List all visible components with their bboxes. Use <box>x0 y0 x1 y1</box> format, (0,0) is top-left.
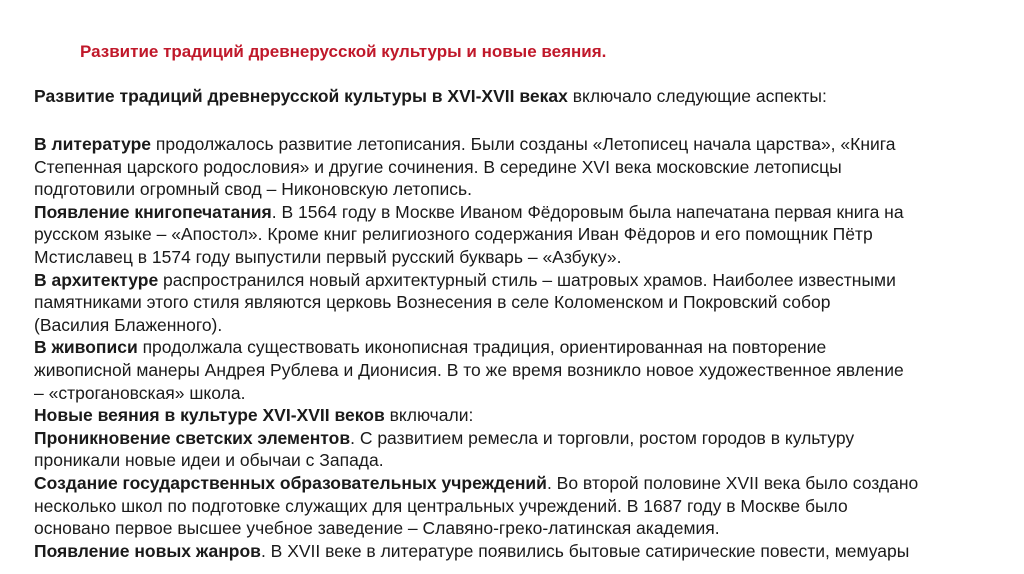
paragraph-education <box>34 472 1004 540</box>
slide-title: Развитие традиций древнерусской культуры и новые веяния. <box>80 42 607 61</box>
paragraph-architecture <box>34 269 1004 337</box>
body-text <box>34 133 1004 562</box>
paragraph-text: . С развитием ремесла и торговли, ростом городов в культуру <box>350 427 855 448</box>
paragraph-text: продолжала существовать иконописная традиция, ориентированная на повторение <box>137 337 827 358</box>
intro-line <box>34 86 994 107</box>
paragraph-heading: В живописи <box>34 337 138 358</box>
paragraph-literature <box>34 133 1004 201</box>
paragraph-heading: Создание государственных образовательных учреждений <box>34 472 547 493</box>
paragraph-line: (Василия Блаженного). <box>34 314 223 335</box>
paragraph-heading: Проникновение светских элементов <box>34 427 351 448</box>
paragraph-line: проникали новые идеи и обычаи с Запада. <box>34 450 384 471</box>
paragraph-heading: Новые веяния в культуре XVI-XVII веков <box>34 405 385 426</box>
paragraph-secular <box>34 427 1004 472</box>
paragraph-line: основано первое высшее учебное заведение – Славяно-греко-латинская академия. <box>34 518 720 539</box>
paragraph-line <box>34 336 1004 359</box>
paragraph-heading: В литературе <box>34 134 152 154</box>
paragraph-text: . Во второй половине XVII века было создано <box>546 472 919 493</box>
paragraph-line <box>34 201 1004 224</box>
paragraph-text: включали: <box>384 405 474 426</box>
paragraph-line: русском языке – «Апостол». Кроме книг религиозного содержания Иван Фёдоров и его помощник Пётр <box>34 224 873 245</box>
paragraph-line <box>34 472 1004 495</box>
paragraph-heading: Появление новых жанров <box>34 540 261 561</box>
paragraph-text: продолжалось развитие летописания. Были созданы «Летописец начала царства», «Книга <box>151 134 896 154</box>
paragraph-printing <box>34 201 1004 269</box>
paragraph-line <box>34 269 1004 292</box>
paragraph-genres <box>34 540 1004 563</box>
paragraph-line: Степенная царского родословия» и другие сочинения. В середине XVI века московские летописцы <box>34 156 842 177</box>
paragraph-line <box>34 427 1004 450</box>
paragraph-text: распространился новый архитектурный стиль – шатровых храмов. Наиболее известными <box>158 269 896 290</box>
intro-bold: Развитие традиций древнерусской культуры в XVI-XVII веках <box>34 86 568 106</box>
paragraph-line <box>34 404 1004 427</box>
paragraph-line: подготовили огромный свод – Никоновскую летопись. <box>34 179 472 200</box>
paragraph-new-trends <box>34 404 1004 427</box>
paragraph-heading: Появление книгопечатания <box>34 201 272 222</box>
paragraph-heading: В архитектуре <box>34 269 159 290</box>
paragraph-line <box>34 540 1004 563</box>
paragraph-painting <box>34 336 1004 404</box>
paragraph-line: живописной манеры Андрея Рублева и Дионисия. В то же время возникло новое художественное явление <box>34 359 904 380</box>
paragraph-line: несколько школ по подготовке служащих для центральных учреждений. В 1687 году в Москве было <box>34 495 848 516</box>
paragraph-line: памятниками этого стиля являются церковь Вознесения в селе Коломенском и Покровский собор <box>34 292 831 313</box>
paragraph-line <box>34 133 1004 156</box>
paragraph-text: . В XVII веке в литературе появились бытовые сатирические повести, мемуары <box>260 540 910 561</box>
paragraph-line: – «строгановская» школа. <box>34 382 246 403</box>
paragraph-text: . В 1564 году в Москве Иваном Фёдоровым была напечатана первая книга на <box>271 201 904 222</box>
paragraph-line: Мстиславец в 1574 году выпустили первый русский букварь – «Азбуку». <box>34 246 622 267</box>
intro-text: включало следующие аспекты: <box>567 86 827 106</box>
